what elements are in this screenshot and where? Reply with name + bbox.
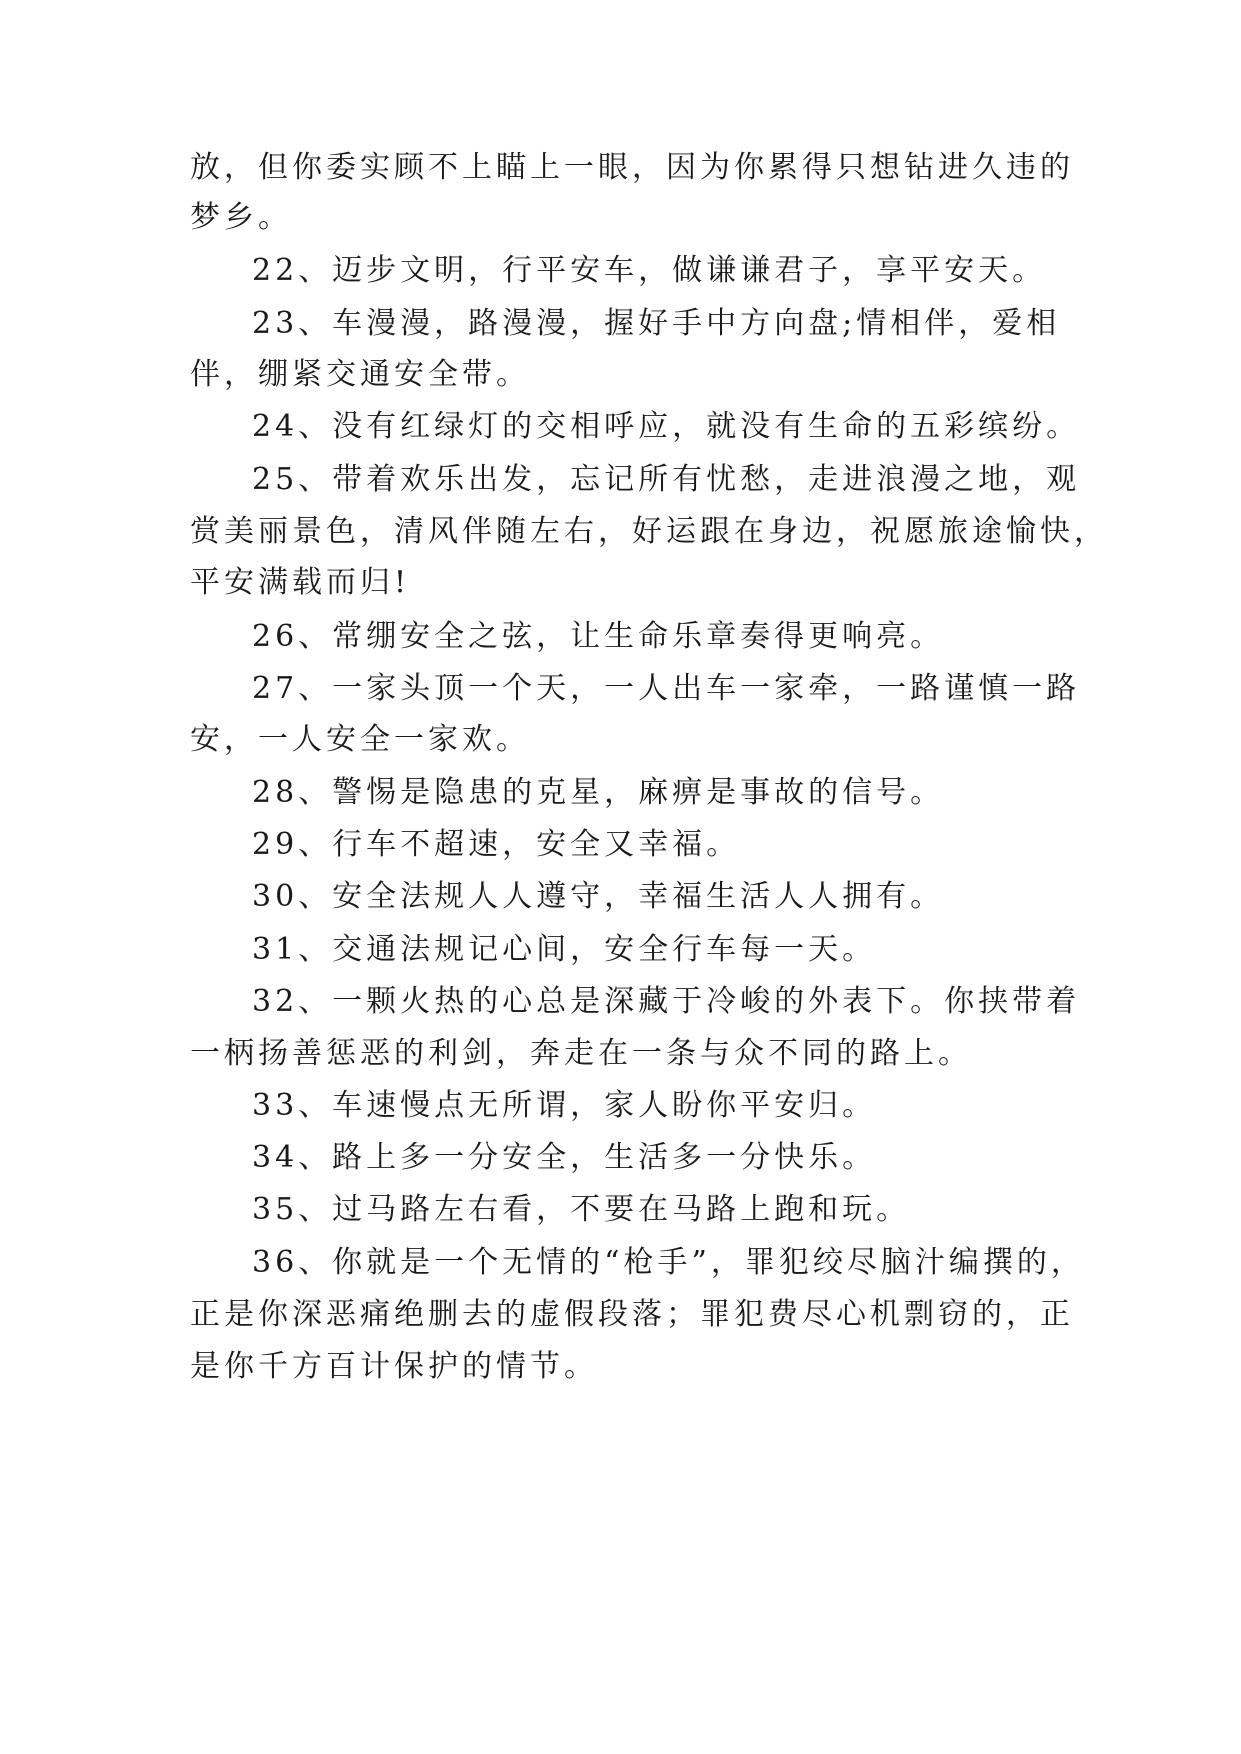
paragraph-line: 正是你深恶痛绝删去的虚假段落；罪犯费尽心机剽窃的，正 [190,1297,1074,1332]
paragraph-line: 伴，绷紧交通安全带。 [190,357,530,392]
paragraph-line: 27、一家头顶一个天，一人出车一家牵，一路谨慎一路 [252,671,1081,706]
paragraph-line: 放，但你委实顾不上瞄上一眼，因为你累得只想钻进久违的 [190,150,1074,185]
paragraph-line: 22、迈步文明，行平安车，做谦谦君子，享平安天。 [252,253,1047,288]
paragraph-line: 29、行车不超速，安全又幸福。 [252,827,741,862]
paragraph-line: 33、车速慢点无所谓，家人盼你平安归。 [252,1088,877,1123]
paragraph-line: 23、车漫漫，路漫漫，握好手中方向盘;情相伴，爱相 [252,306,1061,341]
paragraph-line: 34、路上多一分安全，生活多一分快乐。 [252,1140,877,1175]
paragraph-line: 安，一人安全一家欢。 [190,722,530,757]
paragraph-line: 梦乡。 [190,200,292,235]
paragraph-line: 26、常绷安全之弦，让生命乐章奏得更响亮。 [252,619,945,654]
paragraph-line: 35、过马路左右看，不要在马路上跑和玩。 [252,1192,911,1227]
paragraph-line: 是你千方百计保护的情节。 [190,1349,598,1384]
paragraph-line: 36、你就是一个无情的“枪手”，罪犯绞尽脑汁编撰的， [252,1245,1085,1280]
paragraph-line: 一柄扬善惩恶的利剑，奔走在一条与众不同的路上。 [190,1036,972,1071]
paragraph-line: 32、一颗火热的心总是深藏于冷峻的外表下。你挟带着 [252,984,1081,1019]
paragraph-line: 31、交通法规记心间，安全行车每一天。 [252,932,877,967]
paragraph-line: 24、没有红绿灯的交相呼应，就没有生命的五彩缤纷。 [252,409,1081,444]
paragraph-line: 平安满载而归! [190,565,411,600]
paragraph-line: 28、警惕是隐患的克星，麻痹是事故的信号。 [252,775,945,810]
paragraph-line: 25、带着欢乐出发，忘记所有忧愁，走进浪漫之地，观 [252,462,1081,497]
paragraph-line: 赏美丽景色，清风伴随左右，好运跟在身边，祝愿旅途愉快， [190,514,1108,549]
paragraph-line: 30、安全法规人人遵守，幸福生活人人拥有。 [252,879,945,914]
